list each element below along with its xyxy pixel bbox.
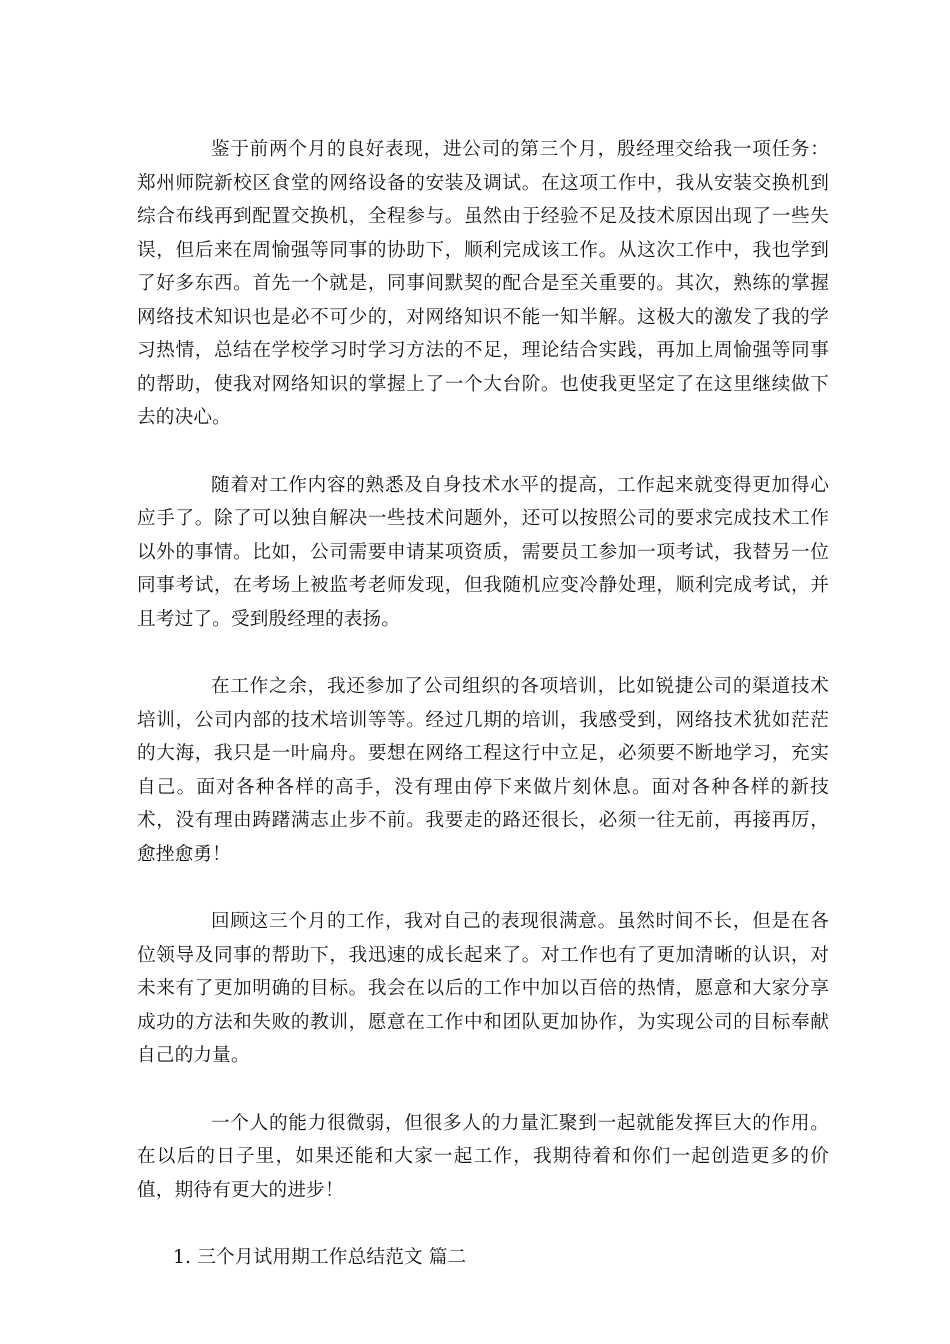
- document-page: [137, 133, 829, 1275]
- paragraph-review: 回顾这三个月的工作，我对自己的表现很满意。虽然时间不长，但是在各位领导及同事的帮助下，我迅速的成长起来了。对工作也有了更加清晰的认识，对未来有了更加明确的目标。我会在以后的工作中加以百倍的热情，愿意和大家分享成功的方法和失败的教训，愿意在工作中和团队更加协作，为实现公司的目标奉献自己的力量。: [137, 911, 829, 1066]
- paragraph-first-task: 鉴于前两个月的良好表现，进公司的第三个月，殷经理交给我一项任务：郑州师院新校区食堂的网络设备的安装及调试。在这项工作中，我从安装交换机到综合布线再到配置交换机，全程参与。虽然由于经验不足及技术原因出现了一些失误，但后来在周愉强等同事的协助下，顺利完成该工作。从这次工作中，我也学到了好多东西。首先一个就是，同事间默契的配合是至关重要的。其次，熟练的掌握网络技术知识也是必不可少的，对网络知识不能一知半解。这极大的激发了我的学习热情，总结在学校学习时学习方法的不足，理论结合实践，再加上周愉强等同事的帮助，使我对网络知识的掌握上了一个大台阶。也使我更坚定了在这里继续做下去的决心。: [137, 139, 829, 428]
- paragraph-conclusion: 一个人的能力很微弱，但很多人的力量汇聚到一起就能发挥巨大的作用。在以后的日子里，如果还能和大家一起工作，我期待着和你们一起创造更多的价值，期待有更大的进步！: [137, 1112, 829, 1201]
- section-heading: 1. 三个月试用期工作总结范文 篇二: [173, 1247, 467, 1268]
- paragraph-skill-growth: 随着对工作内容的熟悉及自身技术水平的提高，工作起来就变得更加得心应手了。除了可以独自解决一些技术问题外，还可以按照公司的要求完成技术工作以外的事情。比如，公司需要申请某项资质，需要员工参加一项考试，我替另一位同事考试，在考场上被监考老师发现，但我随机应变冷静处理，顺利完成考试，并且考过了。受到殷经理的表扬。: [137, 474, 829, 630]
- paragraph-training: 在工作之余，我还参加了公司组织的各项培训，比如锐捷公司的渠道技术培训，公司内部的技术培训等等。经过几期的培训，我感受到，网络技术犹如茫茫的大海，我只是一叶扁舟。要想在网络工程这行中立足，必须要不断地学习，充实自己。面对各种各样的高手，没有理由停下来做片刻休息。面对各种各样的新技术，没有理由踌躇满志止步不前。我要走的路还很长，必须一往无前，再接再厉，愈挫愈勇！: [137, 676, 829, 865]
